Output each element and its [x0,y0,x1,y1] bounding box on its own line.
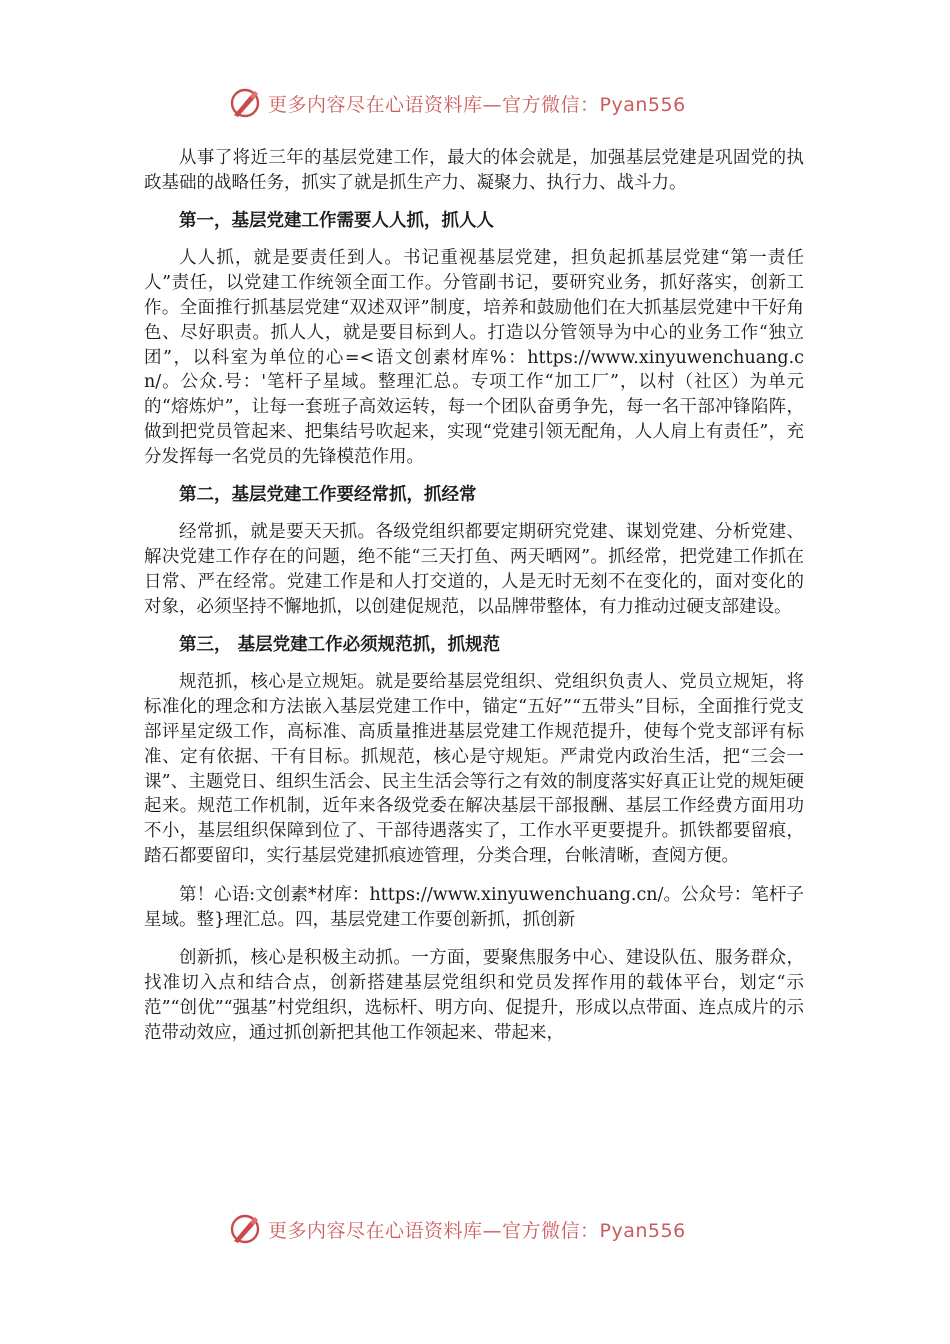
section4-paragraph: 创新抓，核心是积极主动抓。一方面，要聚焦服务中心、建设队伍、服务群众，找准切入点和结合点，创新搭建基层党组织和党员发挥作用的载体平台，划定“示范”“创优”“强基”村党组织，选标杆、明方向、促提升，形成以点带面、连点成片的示范带动效应，通过抓创新把其他工作领起来、带起来， [144,948,804,1043]
section3-paragraph: 规范抓，核心是立规矩。就是要给基层党组织、党组织负责人、党员立规矩，将标准化的理念和方法嵌入基层党建工作中，锚定“五好”“五带头”目标，全面推行党支部评星定级工作，高标准、高质量推进基层党建工作规范提升，使每个党支部评有标准、定有依据、干有目标。抓规范，核心是守规矩。严肃党内政治生活，把“三会一课”、主题党日、组织生活会、民主生活会等行之有效的制度落实好真正让党的规矩硬起来。规范工作机制，近年来各级党委在解决基层干部报酬、基层工作经费方面用功不小，基层组织保障到位了、干部待遇落实了，工作水平更要提升。抓铁都要留痕，踏石都要留印，实行基层党建抓痕迹管理，分类合理，台帐清晰，查阅方便。 [144,672,804,866]
section3-heading: 第三， 基层党建工作必须规范抓，抓规范 [179,634,501,655]
pen-logo-icon [228,1212,262,1246]
section4-heading: 第！心语:文创素*材库：https://www.xinyuwenchuang.cn/。公众号：笔杆子星域。整}理汇总。四，基层党建工作要创新抓，抓创新 [144,884,804,930]
header-banner-text: 更多内容尽在心语资料库—官方微信：Pyan556 [268,93,686,116]
section1-paragraph: 人人抓，就是要责任到人。书记重视基层党建，担负起抓基层党建“第一责任人”责任，以党建工作统领全面工作。分管副书记，要研究业务，抓好落实，创新工作。全面推行抓基层党建“双述双评”制度，培养和鼓励他们在大抓基层党建中干好角色、尽好职责。抓人人，就是要目标到人。打造以分管领导为中心的业务工作“独立团”，以科室为单位的心=<语文创素材库%：https://www.xinyuwenchuang.cn/。公众.号：'笔杆子星域。整理汇总。专项工作“加工厂”，以村（社区）为单元的“熔炼炉”，让每一套班子高效运转，每一个团队奋勇争先，每一名干部冲锋陷阵，做到把党员管起来、把集结号吹起来，实现“党建引领无配角，人人肩上有责任”，充分发挥每一名党员的先锋模范作用。 [144,248,804,467]
intro-paragraph: 从事了将近三年的基层党建工作，最大的体会就是，加强基层党建是巩固党的执政基础的战略任务，抓实了就是抓生产力、凝聚力、执行力、战斗力。 [144,148,804,193]
footer-banner [228,1212,748,1246]
section2-heading: 第二，基层党建工作要经常抓，抓经常 [179,484,477,505]
pen-logo-icon [228,86,262,120]
document-body [144,146,804,1046]
footer-banner-text: 更多内容尽在心语资料库—官方微信：Pyan556 [268,1219,686,1242]
header-banner [228,86,748,120]
section1-heading: 第一，基层党建工作需要人人抓，抓人人 [179,210,494,231]
section2-paragraph: 经常抓，就是要天天抓。各级党组织都要定期研究党建、谋划党建、分析党建、解决党建工作存在的问题，绝不能“三天打鱼、两天晒网”。抓经常，把党建工作抓在日常、严在经常。党建工作是和人打交道的，人是无时无刻不在变化的，面对变化的对象，必须坚持不懈地抓，以创建促规范，以品牌带整体，有力推动过硬支部建设。 [144,522,804,617]
